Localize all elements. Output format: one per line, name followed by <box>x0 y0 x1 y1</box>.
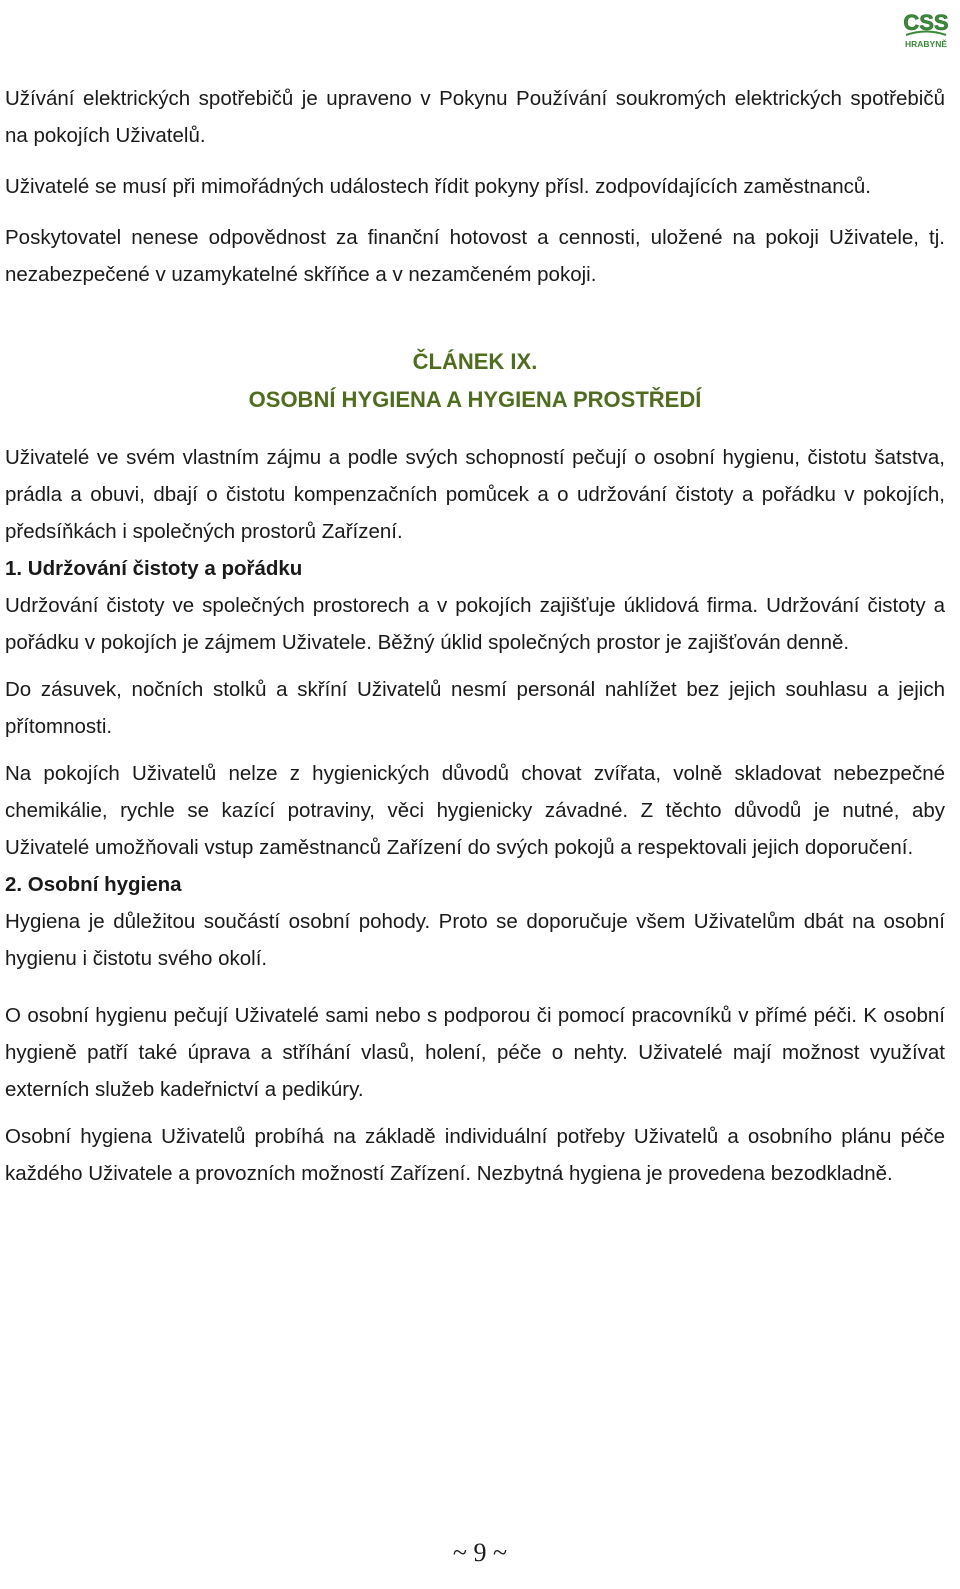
document-body <box>5 80 945 1192</box>
paragraph-room-restrictions: Na pokojích Uživatelů nelze z hygienických důvodů chovat zvířata, volně skladovat nebezpečné chemikálie, rychle se kazící potraviny, věci hygienicky závadné. Z těchto důvodů je nutné, aby Uživatelé umožňovali vstup zaměstnanců Zařízení do svých pokojů a respektovali jejich doporučení. <box>5 762 945 859</box>
logo-sub-text: HRABYNĚ <box>904 39 948 49</box>
section-title-personal-hygiene: 2. Osobní hygiena <box>5 873 182 896</box>
logo-main-text: CSS <box>903 10 949 35</box>
paragraph-hygiene-intro: Uživatelé ve svém vlastním zájmu a podle svých schopností pečují o osobní hygienu, čistotu šatstva, prádla a obuvi, dbají o čistotu kompenzačních pomůcek a o udržování čistoty a pořádku v pokojích, předsíňkách i společných prostorů Zařízení. <box>5 446 945 543</box>
paragraph-hygiene-wellbeing: Hygiena je důležitou součástí osobní pohody. Proto se doporučuje všem Uživatelům dbát na osobní hygienu i čistotu svého okolí. <box>5 910 945 970</box>
page-number: ~ 9 ~ <box>452 1538 508 1567</box>
article-number: ČLÁNEK IX. <box>412 349 538 374</box>
article-title: OSOBNÍ HYGIENA A HYGIENA PROSTŘEDÍ <box>248 387 702 412</box>
css-hrabyne-logo <box>900 4 952 52</box>
paragraph-liability: Poskytovatel nenese odpovědnost za finanční hotovost a cennosti, uložené na pokoji Uživatele, tj. nezabezpečené v uzamykatelné skříňce a v nezamčeném pokoji. <box>5 226 945 286</box>
paragraph-emergency-instructions: Uživatelé se musí při mimořádných událostech řídit pokyny přísl. zodpovídajících zaměstnanců. <box>5 175 871 198</box>
logo-graphic <box>900 4 952 52</box>
section-title-cleanliness: 1. Udržování čistoty a pořádku <box>5 557 303 580</box>
paragraph-hygiene-care: O osobní hygienu pečují Uživatelé sami nebo s podporou či pomocí pracovníků v přímé péči. K osobní hygieně patří také úprava a stříhání vlasů, holení, péče o nehty. Uživatelé mají možnost využívat externích služeb kadeřnictví a pedikúry. <box>5 1004 945 1101</box>
paragraph-cleaning-company: Udržování čistoty ve společných prostorech a v pokojích zajišťuje úklidová firma. Udržování čistoty a pořádku v pokojích je zájmem Uživatele. Běžný úklid společných prostor je zajišťován denně. <box>5 594 945 654</box>
paragraph-drawers-privacy: Do zásuvek, nočních stolků a skříní Uživatelů nesmí personál nahlížet bez jejich souhlasu a jejich přítomnosti. <box>5 678 945 738</box>
paragraph-electrical-appliances: Užívání elektrických spotřebičů je upraveno v Pokynu Používání soukromých elektrických spotřebičů na pokojích Uživatelů. <box>5 87 945 147</box>
paragraph-hygiene-plan: Osobní hygiena Uživatelů probíhá na základě individuální potřeby Uživatelů a osobního plánu péče každého Uživatele a provozních možností Zařízení. Nezbytná hygiena je provedena bezodkladně. <box>5 1125 945 1185</box>
